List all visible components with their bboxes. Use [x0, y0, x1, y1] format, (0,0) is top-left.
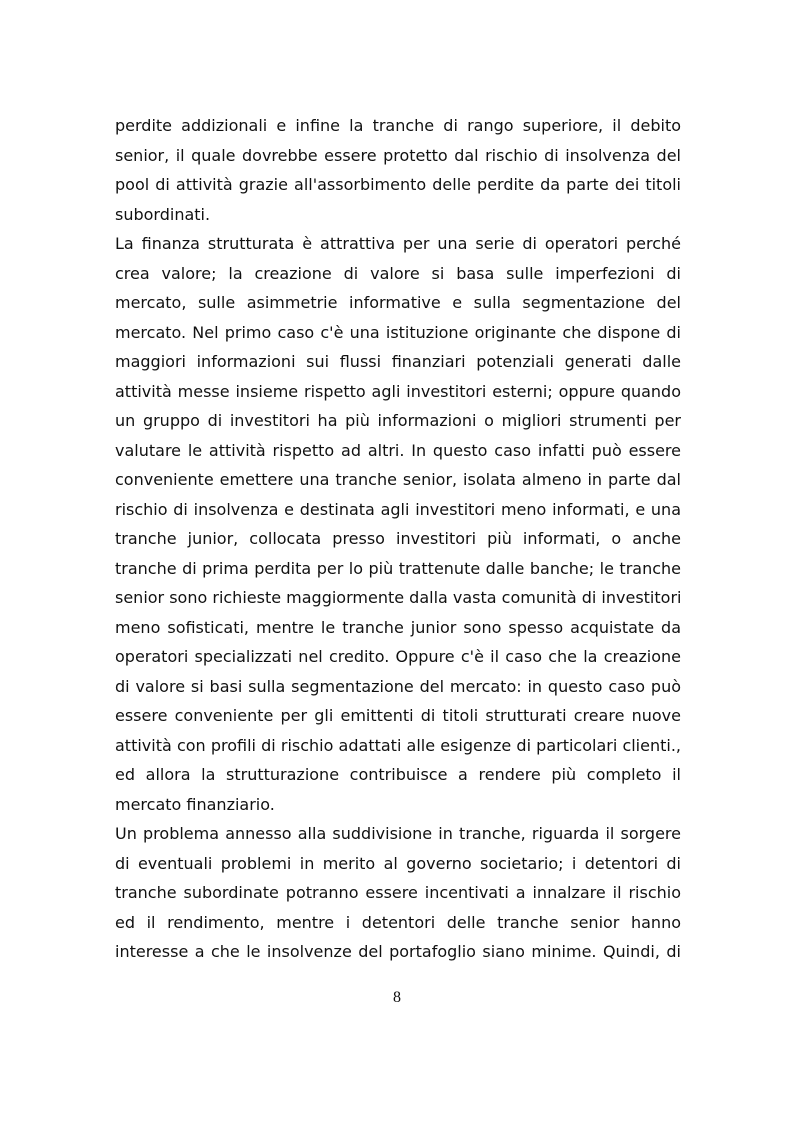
text-line: perdite addizionali e infine la tranche di rango superiore, il debito — [115, 116, 681, 135]
text-line: mercato finanziario. — [115, 794, 275, 814]
text-line: meno sofisticati, mentre le tranche junior sono spesso acquistate da — [115, 617, 681, 637]
text-line: rischio di insolvenza e destinata agli investitori meno informati, e una — [115, 499, 681, 519]
text-line: senior, il quale dovrebbe essere protetto dal rischio di insolvenza del — [115, 145, 681, 165]
text-line: mercato. Nel primo caso c'è una istituzione originante che dispone di — [115, 322, 681, 342]
text-line: La finanza strutturata è attrattiva per una serie di operatori perché — [115, 234, 681, 253]
text-line: tranche di prima perdita per lo più trattenute dalle banche; le tranche — [115, 558, 681, 578]
text-line: attività con profili di rischio adattati alle esigenze di particolari clienti., — [115, 735, 681, 755]
body-text — [115, 111, 681, 967]
text-line: ed il rendimento, mentre i detentori delle tranche senior hanno — [115, 912, 681, 932]
text-line: senior sono richieste maggiormente dalla vasta comunità di investitori — [115, 588, 681, 607]
text-line: conveniente emettere una tranche senior, isolata almeno in parte dal — [115, 470, 681, 489]
text-line: tranche junior, collocata presso investitori più informati, o anche — [115, 529, 681, 548]
page-number: 8 — [393, 989, 401, 1006]
text-line: ed allora la strutturazione contribuisce a rendere più completo il — [115, 765, 681, 784]
text-line: mercato, sulle asimmetrie informative e sulla segmentazione del — [115, 293, 681, 312]
text-line: pool di attività grazie all'assorbimento delle perdite da parte dei titoli — [115, 175, 681, 194]
text-line: di eventuali problemi in merito al governo societario; i detentori di — [115, 853, 681, 873]
text-line: un gruppo di investitori ha più informazioni o migliori strumenti per — [115, 411, 681, 430]
text-line: essere conveniente per gli emittenti di titoli strutturati creare nuove — [115, 706, 681, 725]
text-line: tranche subordinate potranno essere incentivati a innalzare il rischio — [115, 883, 681, 902]
text-line: operatori specializzati nel credito. Oppure c'è il caso che la creazione — [115, 647, 681, 666]
text-line: valutare le attività rispetto ad altri. In questo caso infatti può essere — [115, 440, 681, 460]
text-line: interesse a che le insolvenze del portafoglio siano minime. Quindi, di — [115, 942, 681, 961]
text-line: di valore si basi sulla segmentazione del mercato: in questo caso può — [115, 676, 681, 696]
text-line: subordinati. — [115, 204, 211, 224]
text-line: maggiori informazioni sui flussi finanziari potenziali generati dalle — [115, 352, 681, 371]
text-line: Un problema annesso alla suddivisione in tranche, riguarda il sorgere — [115, 824, 681, 843]
text-line: crea valore; la creazione di valore si basa sulle imperfezioni di — [115, 263, 681, 283]
text-line: attività messe insieme rispetto agli investitori esterni; oppure quando — [115, 381, 681, 401]
